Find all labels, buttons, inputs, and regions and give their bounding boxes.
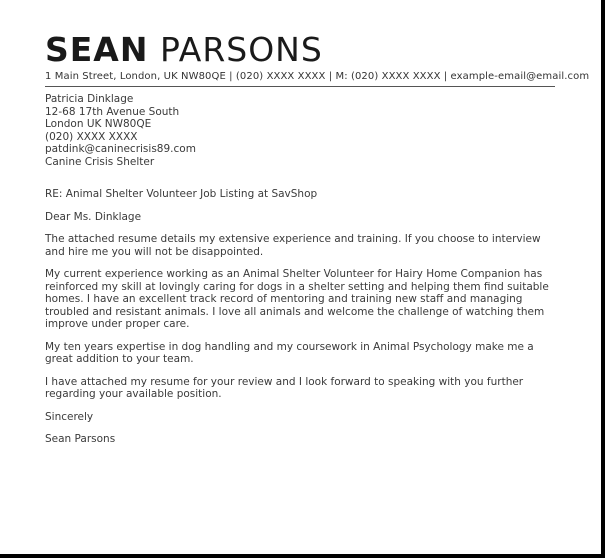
closing: Sincerely bbox=[45, 410, 94, 423]
reference-line: RE: Animal Shelter Volunteer Job Listing at SavShop bbox=[45, 188, 318, 200]
sender-name-heading bbox=[45, 30, 323, 70]
recipient-city: London UK NW80QE bbox=[45, 118, 152, 130]
recipient-phone: (020) XXXX XXXX bbox=[45, 130, 138, 143]
recipient-organization: Canine Crisis Shelter bbox=[45, 155, 155, 168]
letter-body bbox=[45, 188, 565, 456]
signature-name: Sean Parsons bbox=[45, 433, 116, 445]
recipient-email: patdink@caninecrisis89.com bbox=[45, 143, 196, 155]
paragraph-1: The attached resume details my extensive experience and training. If you choose to interview and hire me you will not be disappointed. bbox=[45, 233, 541, 258]
header-divider bbox=[45, 86, 555, 87]
paragraph-2: My current experience working as an Animal Shelter Volunteer for Hairy Home Companion has reinforced my skill at lovingly caring for dogs in a shelter setting and helping them find suitable homes. I have an excellent track record of mentoring and training new staff and managing troubled and resistant animals. I love all animals and welcome the challenge of watching them improve under proper care. bbox=[45, 268, 549, 330]
recipient-street: 12-68 17th Avenue South bbox=[45, 105, 180, 118]
salutation: Dear Ms. Dinklage bbox=[45, 210, 142, 223]
recipient-name: Patricia Dinklage bbox=[45, 93, 134, 105]
paragraph-3: My ten years expertise in dog handling and my coursework in Animal Psychology make me a great addition to your team. bbox=[45, 340, 534, 365]
sender-contact-line: 1 Main Street, London, UK NW80QE | (020) XXXX XXXX | M: (020) XXXX XXXX | example-email@email.com bbox=[45, 71, 590, 82]
sender-last-name: PARSONS bbox=[159, 30, 323, 69]
paragraph-4: I have attached my resume for your review and I look forward to speaking with you further regarding your available position. bbox=[45, 375, 524, 400]
sender-first-name: SEAN bbox=[45, 30, 149, 69]
recipient-address-block bbox=[45, 93, 196, 168]
